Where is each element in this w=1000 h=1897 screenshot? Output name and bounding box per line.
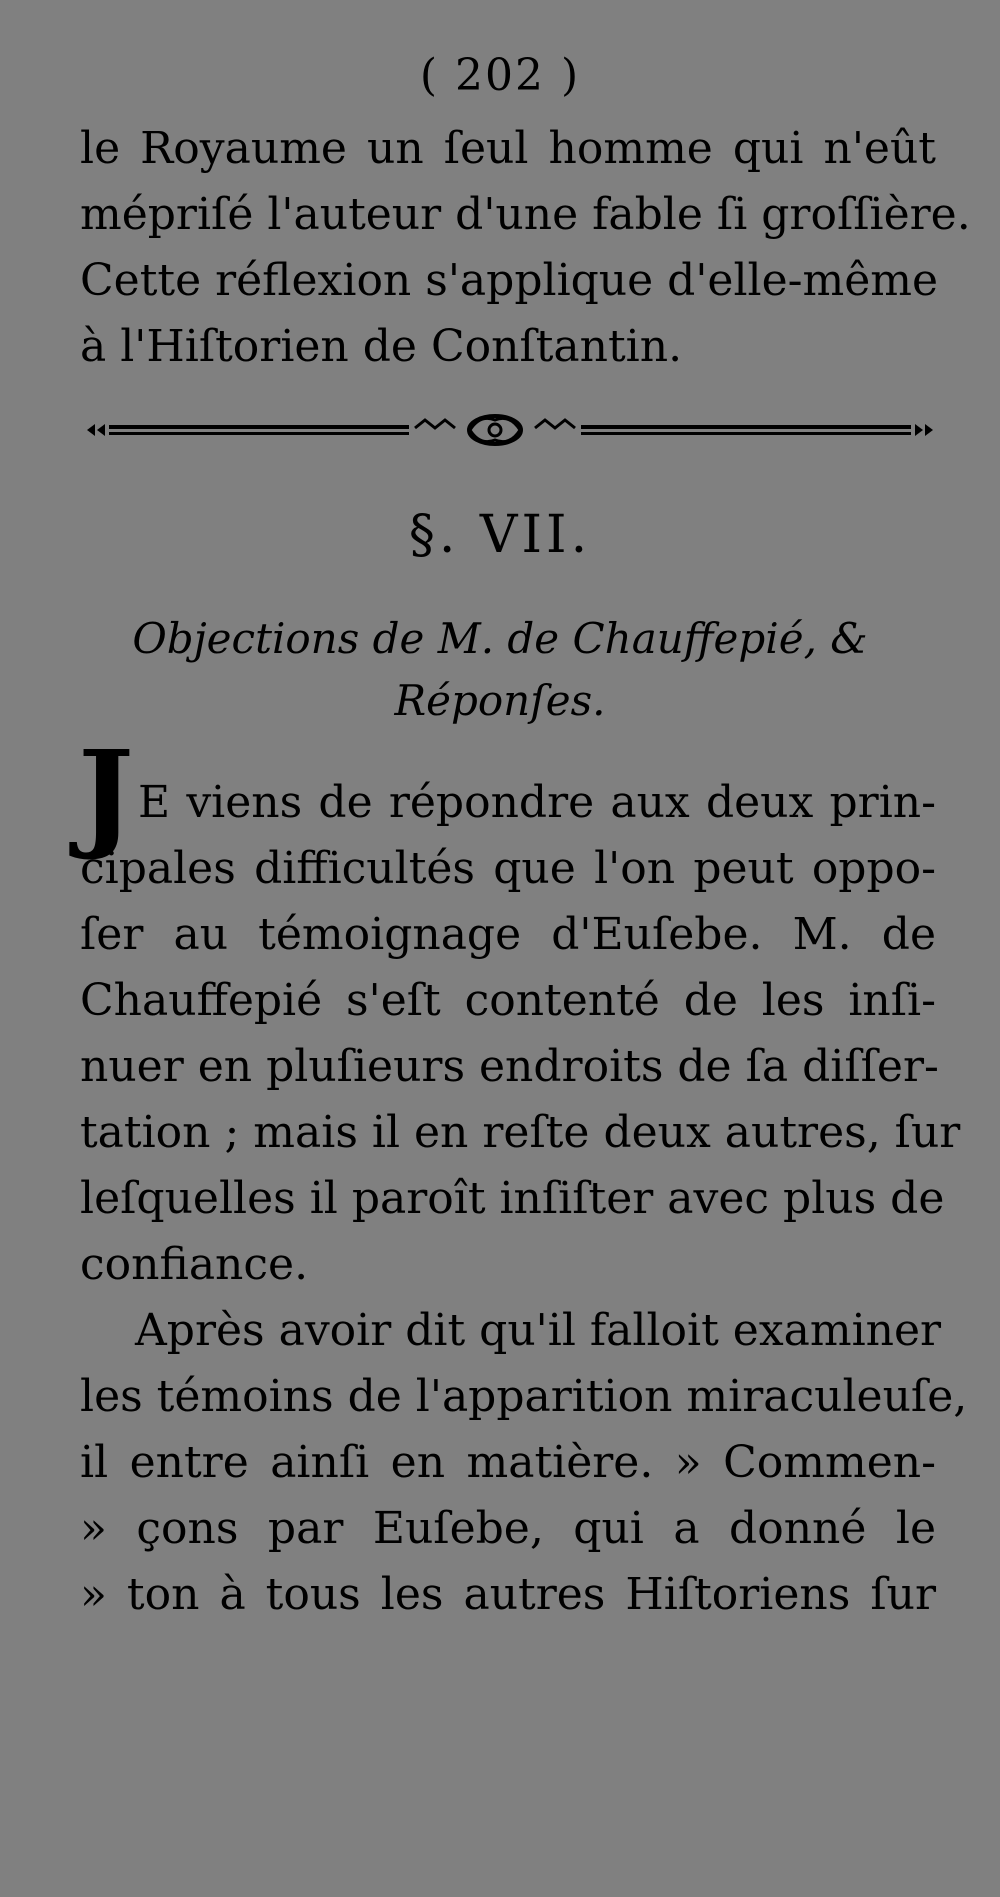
ornamental-divider bbox=[85, 410, 935, 450]
page-number: ( 202 ) bbox=[419, 50, 581, 101]
text-line: les témoins de l'apparition miraculeuſe, bbox=[80, 1371, 968, 1422]
text-line: mépriſé l'auteur d'une fable ſi groſſière. bbox=[80, 189, 971, 240]
text-line: à l'Hiſtorien de Conſtantin. bbox=[80, 321, 683, 372]
section-subtitle: Objections de M. de Chauffepié, & bbox=[132, 614, 868, 663]
text-line: il entre ainſi en matière. » Commen- bbox=[80, 1437, 936, 1488]
text-line: Chauffepié s'eſt contenté de les inſi- bbox=[80, 975, 936, 1026]
text-line: » ton à tous les autres Hiſtoriens ſur bbox=[80, 1569, 936, 1620]
text-line: confiance. bbox=[80, 1239, 309, 1290]
section-heading: §. VII. bbox=[408, 505, 592, 565]
section-subtitle: Réponſes. bbox=[394, 676, 606, 725]
text-line: cipales difficultés que l'on peut oppo- bbox=[80, 843, 936, 894]
text-line: le Royaume un ſeul homme qui n'eût bbox=[80, 123, 936, 174]
text-line: tation ; mais il en reſte deux autres, ſur bbox=[80, 1107, 961, 1158]
text-line: E viens de répondre aux deux prin- bbox=[138, 777, 936, 828]
text-line: Cette réflexion s'applique d'elle-même bbox=[80, 255, 939, 306]
text-line: leſquelles il paroît inſiſter avec plus de bbox=[80, 1173, 945, 1224]
text-line: Après avoir dit qu'il falloit examiner bbox=[135, 1305, 942, 1356]
text-line: ſer au témoignage d'Euſebe. M. de bbox=[80, 909, 936, 960]
text-line: nuer en pluſieurs endroits de ſa diſſer- bbox=[80, 1041, 939, 1092]
drop-cap: J bbox=[78, 724, 134, 863]
text-line: » çons par Euſebe, qui a donné le bbox=[80, 1503, 936, 1554]
